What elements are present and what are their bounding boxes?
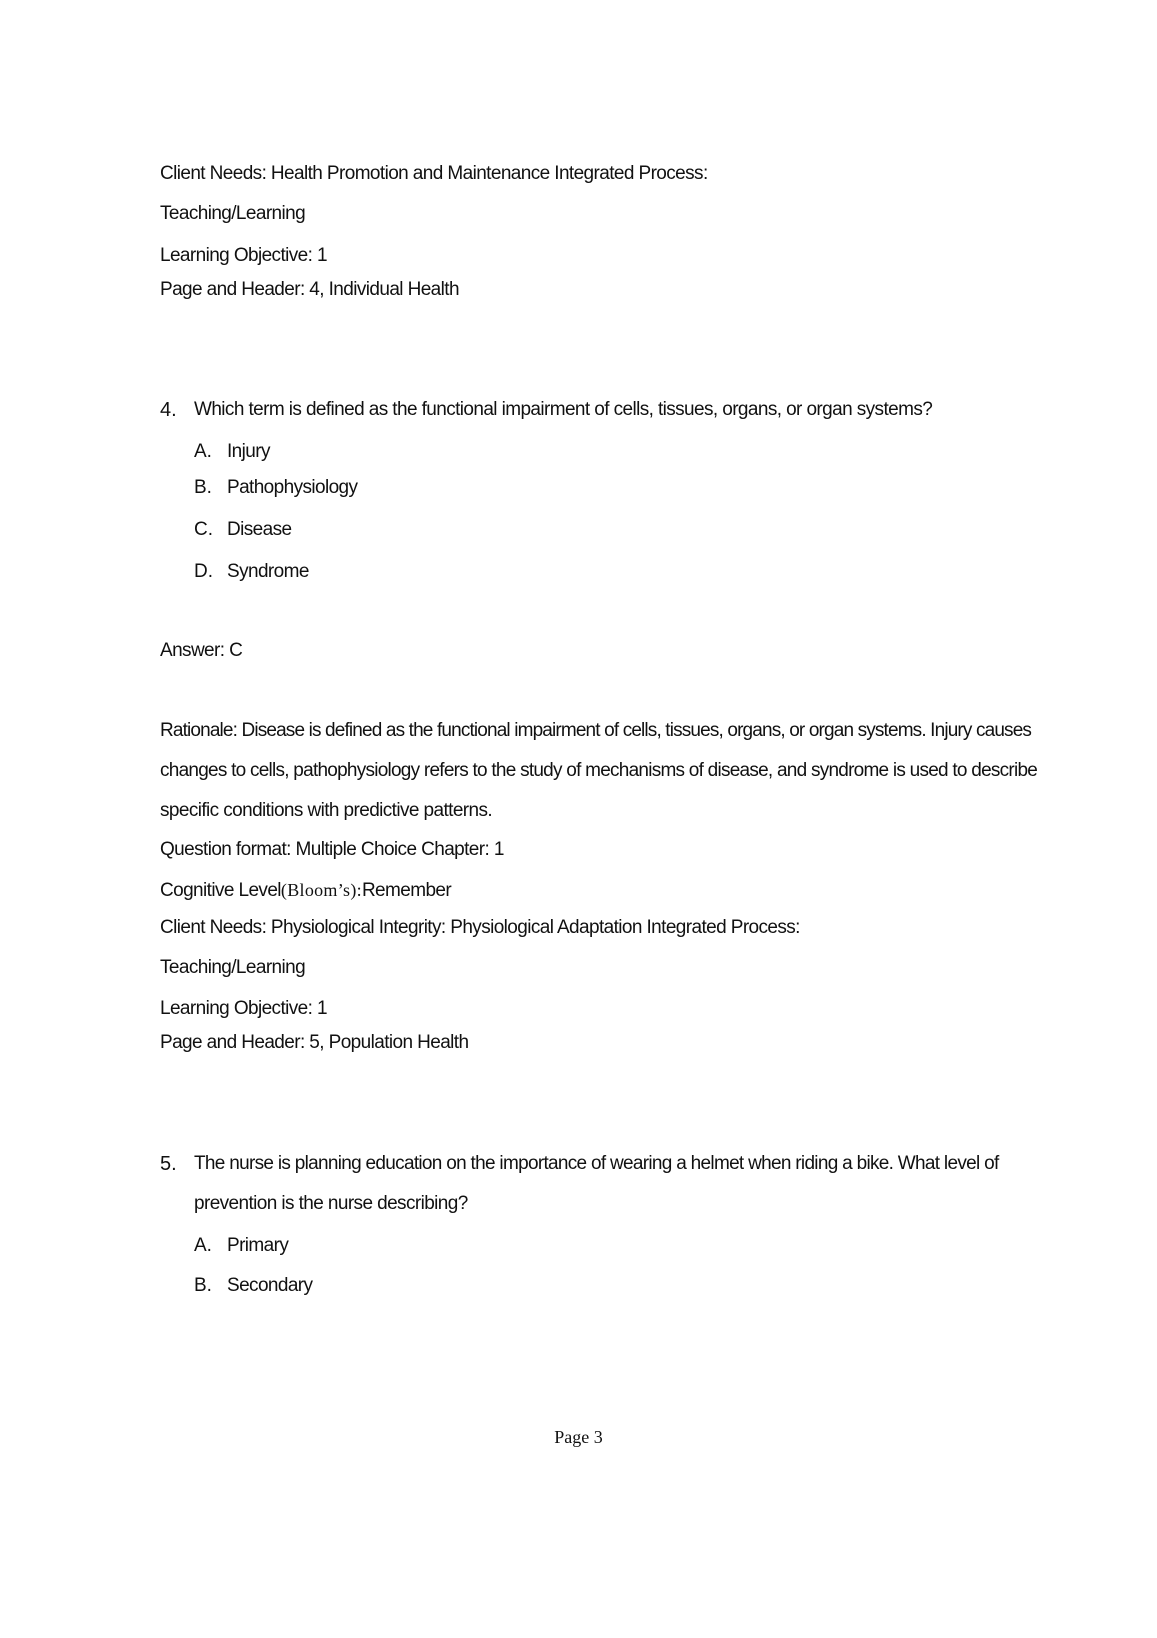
prev-learning-objective: Learning Objective: 1 xyxy=(160,245,327,266)
option-5b-letter: B. xyxy=(194,1275,212,1296)
cognitive-level xyxy=(160,878,451,903)
option-4c-text: Disease xyxy=(227,519,292,540)
prev-page-header: Page and Header: 4, Individual Health xyxy=(160,279,459,300)
option-4a-text: Injury xyxy=(227,441,270,462)
option-4d-letter: D. xyxy=(194,561,213,582)
learning-objective: Learning Objective: 1 xyxy=(160,998,327,1019)
rationale-line-2: changes to cells, pathophysiology refers to the study of mechanisms of disease, and syndrome is used to describe xyxy=(160,760,1038,781)
question-format: Question format: Multiple Choice Chapter: 1 xyxy=(160,839,504,860)
question-5-text-line-2: prevention is the nurse describing? xyxy=(194,1193,468,1214)
cognitive-level-value: Remember xyxy=(361,880,452,901)
question-5-number: 5. xyxy=(160,1153,177,1175)
rationale-line-1: Rationale: Disease is defined as the functional impairment of cells, tissues, organs, or organ systems. Injury causes xyxy=(160,720,1032,741)
option-4d-text: Syndrome xyxy=(227,561,309,582)
option-4b-letter: B. xyxy=(194,477,212,498)
question-5-text-line-1: The nurse is planning education on the importance of wearing a helmet when riding a bike. What level of xyxy=(194,1153,999,1174)
prev-integrated-process-value: Teaching/Learning xyxy=(160,203,306,224)
option-4c-letter: C. xyxy=(194,519,213,540)
integrated-process-value: Teaching/Learning xyxy=(160,957,306,978)
prev-client-needs: Client Needs: Health Promotion and Maintenance Integrated Process: xyxy=(160,163,708,184)
page-number: Page 3 xyxy=(554,1427,603,1447)
rationale-line-3: specific conditions with predictive patterns. xyxy=(160,800,493,821)
page-header: Page and Header: 5, Population Health xyxy=(160,1032,469,1053)
cognitive-level-blooms: (Bloom’s): xyxy=(280,880,362,900)
option-5b-text: Secondary xyxy=(227,1275,313,1296)
client-needs: Client Needs: Physiological Integrity: Physiological Adaptation Integrated Process: xyxy=(160,917,800,938)
question-4-answer: Answer: C xyxy=(160,640,243,661)
option-4b-text: Pathophysiology xyxy=(227,477,358,498)
cognitive-level-prefix: Cognitive Level xyxy=(160,880,281,901)
option-5a-letter: A. xyxy=(194,1235,212,1256)
question-4-number: 4. xyxy=(160,399,177,421)
option-4a-letter: A. xyxy=(194,441,212,462)
option-5a-text: Primary xyxy=(227,1235,289,1256)
question-4-text: Which term is defined as the functional impairment of cells, tissues, organs, or organ systems? xyxy=(194,399,933,420)
